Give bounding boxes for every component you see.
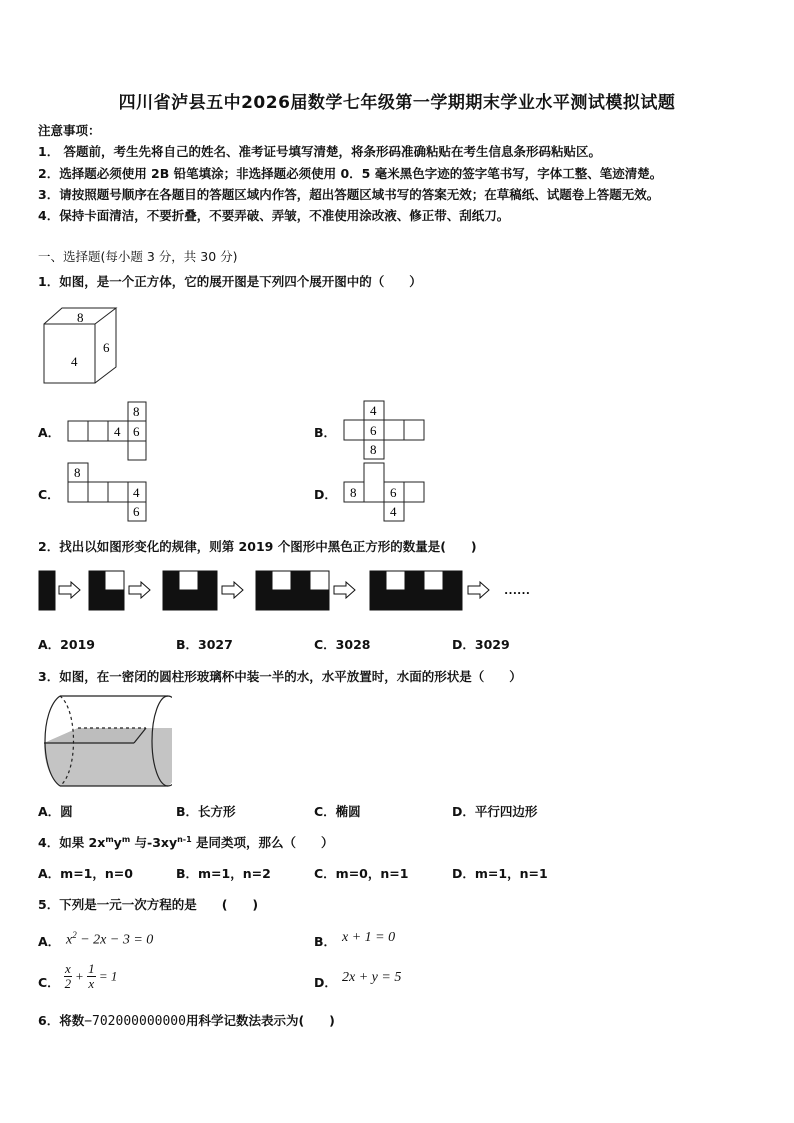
q5-option-c-label[interactable]: C． [38,975,60,990]
cylinder-figure [38,690,172,792]
q6-stem-text: 用科学记数法表示为( ) [185,1013,335,1028]
net-number: 6 [370,423,377,438]
q5-option-d-equation[interactable]: 2x + y = 5 [342,970,402,985]
net-number: 8 [350,485,357,500]
q5-option-a-label[interactable]: A． [38,934,61,949]
equation-part: x [66,932,73,948]
net-number: 8 [370,442,377,457]
cube-front-number: 4 [71,354,78,369]
q5-option-c-equation[interactable] [64,962,117,991]
q3-stem: 3．如图，在一密闭的圆柱形玻璃杯中装一半的水，水平放置时，水面的形状是（ ） [38,669,522,684]
q1-option-d-label[interactable]: D． [314,487,337,502]
fraction [64,962,72,991]
q2-stem: 2．找出以如图形变化的规律，则第 2019 个图形中黑色正方形的数量是( ) [38,539,477,554]
net-number: 4 [133,485,140,500]
q5-stem: 5．下列是一元一次方程的是 ( ) [38,897,259,912]
cube-figure [40,305,122,387]
q4-stem [38,833,334,851]
notice-item: 2．选择题必须使用 2B 铅笔填涂；非选择题必须使用 0．5 毫米黑色字迹的签字笔书写，字体工整、笔迹清楚。 [38,166,663,181]
q4-option-b[interactable]: B．m=1，n=2 [176,866,271,881]
q3-option-c[interactable]: C．椭圆 [314,804,361,819]
net-number: 4 [370,403,377,418]
q6-stem-text: 6．将数 [38,1013,85,1028]
q4-option-d[interactable]: D．m=1，n=1 [452,866,548,881]
q5-option-a-equation[interactable] [66,930,153,949]
q1-net-b[interactable] [342,399,428,461]
q3-option-b[interactable]: B．长方形 [176,804,236,819]
q5-option-b-equation[interactable]: x + 1 = 0 [342,930,396,945]
cube-top-number: 8 [77,310,84,325]
equation-part: − 2x − 3 = 0 [76,932,154,948]
q6-stem [38,1011,335,1029]
notice-item: 1． 答题前，考生先将自己的姓名、准考证号填写清楚，将条形码准确粘贴在考生信息条形码粘贴区。 [38,144,602,159]
q2-option-c[interactable]: C．3028 [314,637,371,652]
notice-item: 3．请按照题号顺序在各题目的答题区域内作答，超出答题区域书写的答案无效；在草稿纸、试题卷上答题无效。 [38,187,660,202]
net-number: 8 [74,465,81,480]
fraction-numerator: x [65,961,71,976]
net-number: 6 [133,424,140,439]
q1-net-c[interactable] [66,461,150,523]
pattern-ellipsis: …… [504,582,530,597]
q4-stem-text: 是同类项，那么（ ） [191,835,334,850]
q5-option-b-label[interactable]: B． [314,934,337,949]
equation-exponent: 2 [72,930,77,940]
cube-side-number: 6 [103,340,110,355]
net-number: 4 [390,504,397,519]
q4-option-a[interactable]: A．m=1，n=0 [38,866,133,881]
q4-exponent: m [105,834,114,844]
q3-option-a[interactable]: A．圆 [38,804,73,819]
q1-option-c-label[interactable]: C． [38,487,60,502]
q2-option-d[interactable]: D．3029 [452,637,510,652]
equation-part: + [75,968,84,984]
net-number: 6 [390,485,397,500]
q1-net-d[interactable] [342,461,428,523]
q4-exponent: m [121,834,131,844]
net-number: 4 [114,424,121,439]
q1-net-a[interactable] [66,400,150,462]
notice-heading: 注意事项： [38,123,101,138]
fraction-denominator: x [88,976,95,991]
q4-stem-text: y [113,835,122,850]
q4-option-c[interactable]: C．m=0，n=1 [314,866,409,881]
fraction [87,962,96,991]
q2-option-a[interactable]: A．2019 [38,637,95,652]
q6-number: −702000000000 [84,1014,186,1029]
q4-stem-text: 与-3xy [130,835,178,850]
q1-option-a-label[interactable]: A． [38,425,61,440]
q4-exponent: n-1 [177,834,192,844]
q1-option-b-label[interactable]: B． [314,425,337,440]
fraction-denominator: 2 [64,976,72,991]
page-title: 四川省泸县五中2026届数学七年级第一学期期末学业水平测试模拟试题 [118,93,676,113]
section-heading: 一、选择题(每小题 3 分，共 30 分) [38,249,238,264]
q2-pattern-figure [36,568,556,614]
net-number: 8 [133,404,140,419]
net-number: 6 [133,504,140,519]
fraction-numerator: 1 [88,961,95,976]
q3-option-d[interactable]: D．平行四边形 [452,804,538,819]
q4-stem-text: 4．如果 2x [38,835,106,850]
q1-stem: 1．如图，是一个正方体，它的展开图是下列四个展开图中的（ ） [38,274,422,289]
q5-option-d-label[interactable]: D． [314,975,337,990]
equation-part: = 1 [98,968,118,984]
q2-option-b[interactable]: B．3027 [176,637,233,652]
notice-item: 4．保持卡面清洁，不要折叠，不要弄破、弄皱，不准使用涂改液、修正带、刮纸刀。 [38,208,510,223]
